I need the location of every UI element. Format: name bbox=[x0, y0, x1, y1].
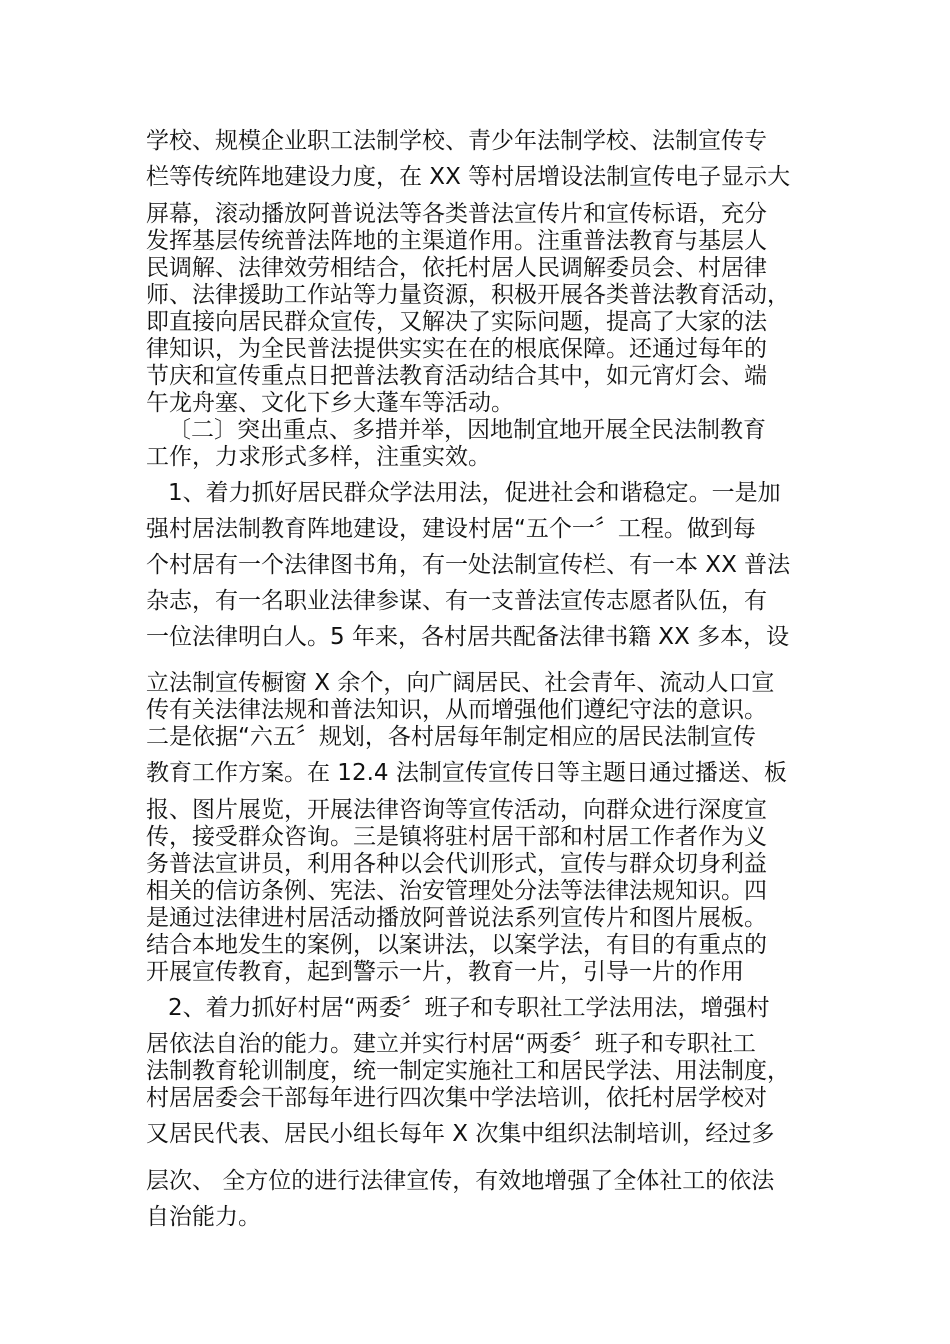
text-line: 结合本地发生的案例，以案讲法，以案学法，有目的有重点的 bbox=[146, 932, 767, 958]
text-line: 相关的信访条例、宪法、治安管理处分法等法律法规知识。四 bbox=[146, 878, 767, 904]
text-line: 发挥基层传统普法阵地的主渠道作用。注重普法教育与基层人 bbox=[146, 228, 767, 254]
section-heading: 〔二〕突出重点、多措并举，因地制宜地开展全民法制教育 bbox=[168, 417, 766, 443]
text-line: 一位法律明白人。5 年来，各村居共配备法律书籍 XX 多本，设 bbox=[146, 624, 790, 650]
text-line: 栏等传统阵地建设力度，在 XX 等村居增设法制宣传电子显示大 bbox=[146, 164, 791, 190]
text-line: 报、图片展览，开展法律咨询等宣传活动，向群众进行深度宣 bbox=[146, 797, 767, 823]
text-line: 学校、规模企业职工法制学校、青少年法制学校、法制宣传专 bbox=[146, 128, 767, 154]
paragraph-start: 2、着力抓好村居“两委〞班子和专职社工学法用法，增强村 bbox=[168, 995, 770, 1021]
text-line: 又居民代表、居民小组长每年 X 次集中组织法制培训，经过多 bbox=[146, 1121, 775, 1147]
text-line: 即直接向居民群众宣传，又解决了实际问题，提高了大家的法 bbox=[146, 309, 767, 335]
text-line: 工作，力求形式多样，注重实效。 bbox=[146, 444, 491, 470]
text-line: 教育工作方案。在 12.4 法制宣传宣传日等主题日通过播送、板 bbox=[146, 760, 787, 786]
text-line: 屏幕，滚动播放阿普说法等各类普法宣传片和宣传标语，充分 bbox=[146, 201, 767, 227]
text-line: 传，接受群众咨询。三是镇将驻村居干部和村居工作者作为义 bbox=[146, 824, 767, 850]
text-line: 强村居法制教育阵地建设，建设村居“五个一〞工程。做到每 bbox=[146, 516, 756, 542]
text-line: 杂志，有一名职业法律参谋、有一支普法宣传志愿者队伍，有 bbox=[146, 588, 767, 614]
text-line: 务普法宣讲员，利用各种以会代训形式，宣传与群众切身利益 bbox=[146, 851, 767, 877]
text-line: 午龙舟塞、文化下乡大蓬车等活动。 bbox=[146, 390, 514, 416]
text-line: 开展宣传教育，起到警示一片，教育一片，引导一片的作用 bbox=[146, 959, 744, 985]
text-line: 立法制宣传橱窗 X 余个，向广阔居民、社会青年、流动人口宣 bbox=[146, 670, 775, 696]
text-line: 居依法自治的能力。建立并实行村居“两委〞班子和专职社工 bbox=[146, 1031, 756, 1057]
text-line: 传有关法律法规和普法知识，从而增强他们遵纪守法的意识。 bbox=[146, 697, 767, 723]
text-line: 自治能力。 bbox=[146, 1204, 261, 1230]
text-line: 二是依据“六五〞规划，各村居每年制定相应的居民法制宣传 bbox=[146, 724, 756, 750]
text-line: 律知识，为全民普法提供实实在在的根底保障。还通过每年的 bbox=[146, 336, 767, 362]
text-line: 村居居委会干部每年进行四次集中学法培训，依托村居学校对 bbox=[146, 1085, 767, 1111]
paragraph-start: 1、着力抓好居民群众学法用法，促进社会和谐稳定。一是加 bbox=[168, 480, 781, 506]
text-line: 法制教育轮训制度，统一制定实施社工和居民学法、用法制度， bbox=[146, 1058, 790, 1084]
text-line: 个村居有一个法律图书角，有一处法制宣传栏、有一本 XX 普法 bbox=[146, 552, 791, 578]
text-line: 节庆和宣传重点日把普法教育活动结合其中，如元宵灯会、端 bbox=[146, 363, 767, 389]
text-line: 民调解、法律效劳相结合，依托村居人民调解委员会、村居律 bbox=[146, 255, 767, 281]
text-line: 是通过法律进村居活动播放阿普说法系列宣传片和图片展板。 bbox=[146, 905, 767, 931]
text-line: 层次、 全方位的进行法律宣传，有效地增强了全体社工的依法 bbox=[146, 1168, 775, 1194]
text-line: 师、法律援助工作站等力量资源，积极开展各类普法教育活动， bbox=[146, 282, 790, 308]
